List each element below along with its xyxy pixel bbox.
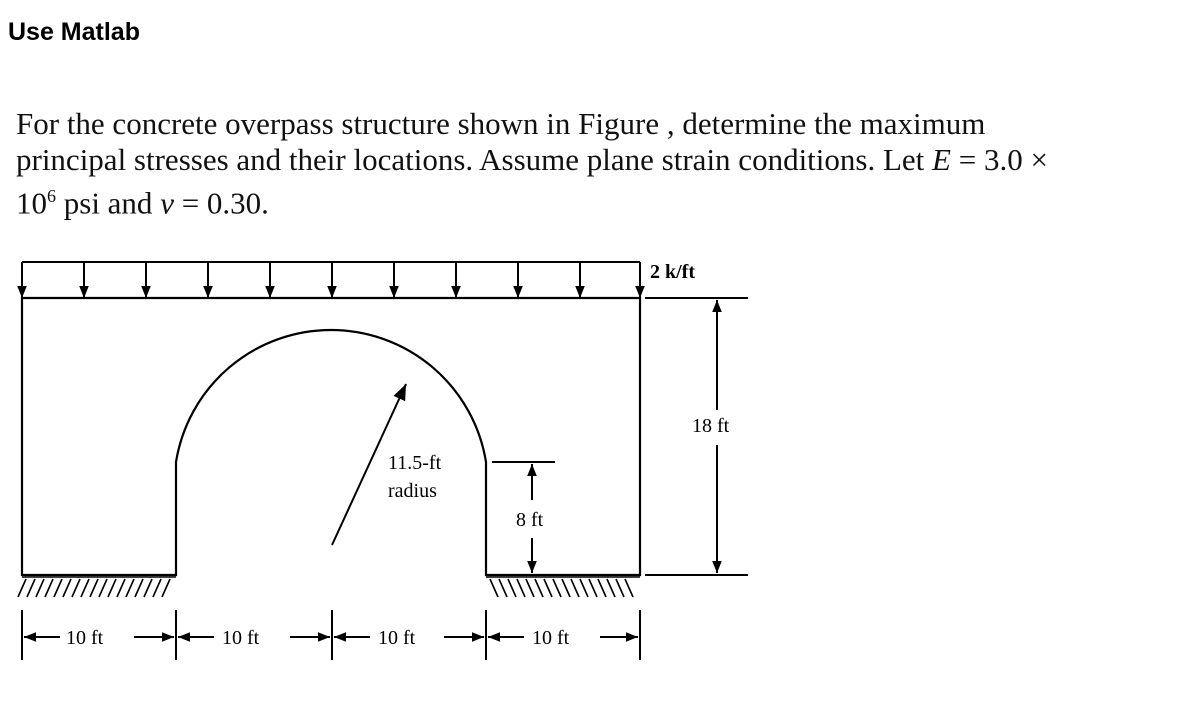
ground-support-right <box>486 577 640 597</box>
psi-text: psi and <box>56 185 161 221</box>
span-label-4: 10 ft <box>532 627 570 649</box>
poisson-value: = 0.30. <box>173 185 269 221</box>
distributed-load <box>22 262 640 298</box>
problem-line-1: For the concrete overpass structure shown in Figure , determine the maximum <box>16 106 986 141</box>
poisson-symbol: ν <box>160 185 174 221</box>
load-label: 2 k/ft <box>650 261 695 283</box>
overpass-outline <box>22 298 640 575</box>
power-exponent: 6 <box>47 186 56 206</box>
span-label-2: 10 ft <box>222 627 260 649</box>
modulus-symbol: E <box>932 142 951 177</box>
ground-support-left <box>18 577 176 597</box>
modulus-value: = 3.0 × <box>950 142 1048 177</box>
power-base: 10 <box>16 185 47 221</box>
span-label-3: 10 ft <box>378 627 416 649</box>
overall-height-label: 18 ft <box>692 415 730 437</box>
radius-label-text: radius <box>388 480 437 502</box>
wall-height-label: 8 ft <box>516 509 544 531</box>
heading: Use Matlab <box>8 18 140 46</box>
problem-line-2-text: principal stresses and their locations. Assume plane strain conditions. Let <box>16 142 933 177</box>
radius-label-value: 11.5-ft <box>388 452 442 474</box>
span-label-1: 10 ft <box>66 627 104 649</box>
